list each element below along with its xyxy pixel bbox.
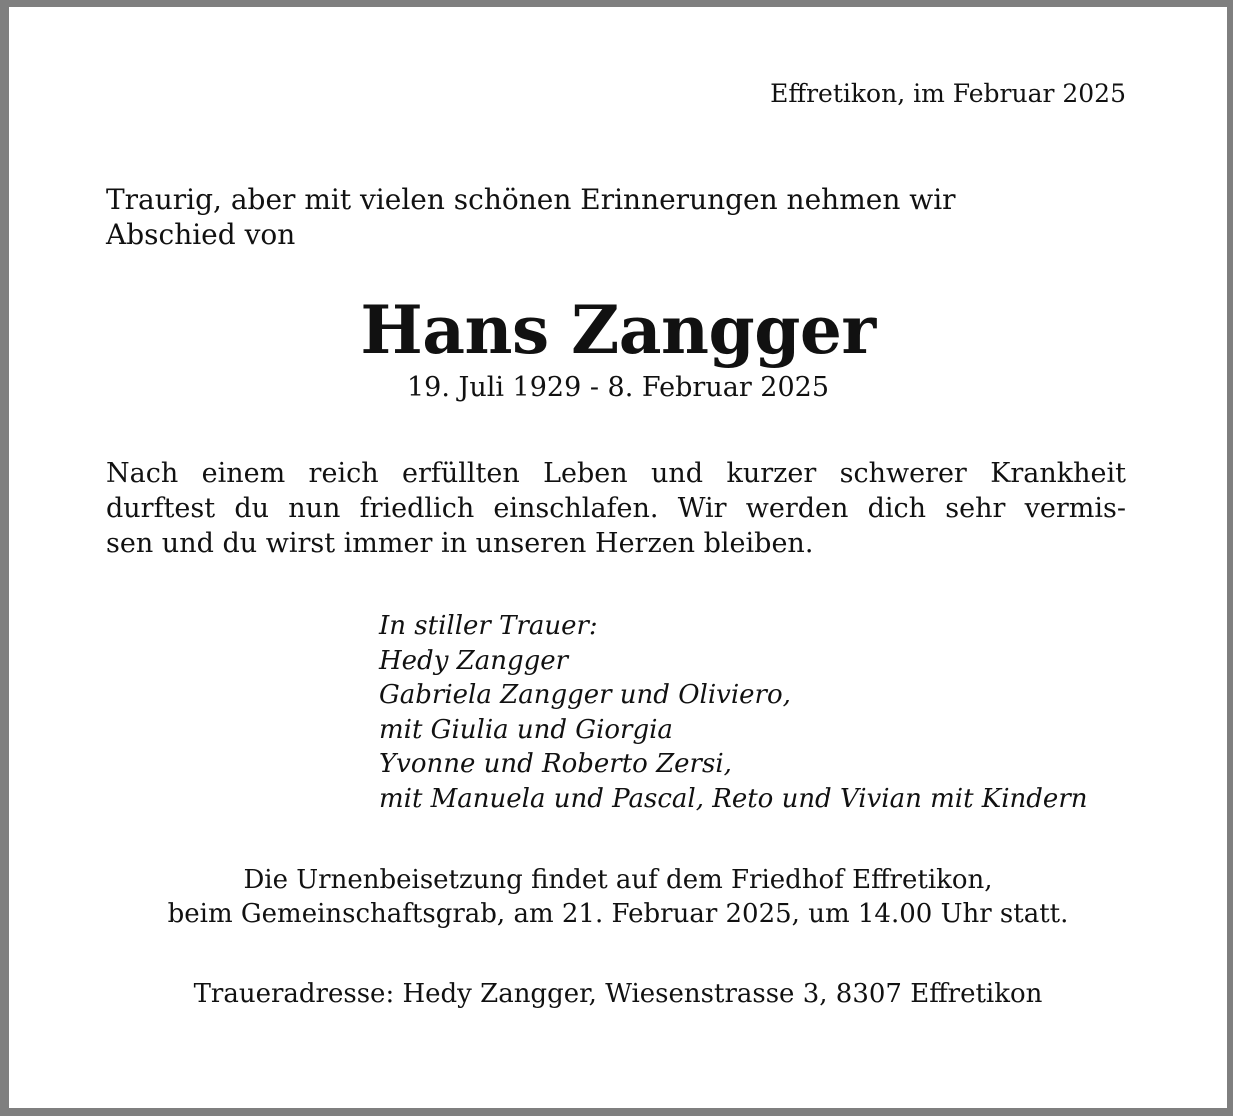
deceased-name: Hans Zangger <box>360 291 876 369</box>
mourners-heading: In stiller Trauer: <box>379 611 598 641</box>
mourners-list <box>379 609 1088 816</box>
message-line: Nach einem reich erfüllten Leben und kurzer schwerer Krankheit <box>106 458 1126 489</box>
ceremony-line: beim Gemeinschaftsgrab, am 21. Februar 2025, um 14.00 Uhr statt. <box>167 899 1069 929</box>
mourner-line: Hedy Zangger <box>379 645 569 676</box>
mourner-line: mit Manuela und Pascal, Reto und Vivian mit Kindern <box>379 783 1088 814</box>
ceremony-line: Die Urnenbeisetzung findet auf dem Friedhof Effretikon, <box>243 865 993 895</box>
mourner-line: Gabriela Zangger und Oliviero, <box>379 680 791 710</box>
obituary-notice <box>9 7 1227 1108</box>
message-line: sen und du wirst immer in unseren Herzen bleiben. <box>106 528 814 559</box>
intro-line: Abschied von <box>106 218 296 251</box>
message-line: durftest du nun friedlich einschlafen. Wir werden dich sehr vermis- <box>106 493 1126 524</box>
mourning-address: Traueradresse: Hedy Zangger, Wiesenstrasse 3, 8307 Effretikon <box>193 979 1043 1009</box>
farewell-message <box>106 456 1126 561</box>
intro-text <box>106 182 1026 252</box>
life-dates: 19. Juli 1929 - 8. Februar 2025 <box>406 372 830 403</box>
intro-line: Traurig, aber mit vielen schönen Erinnerungen nehmen wir <box>106 183 956 216</box>
mourner-line: Yvonne und Roberto Zersi, <box>379 749 732 779</box>
ceremony-info <box>9 863 1227 931</box>
mourner-line: mit Giulia und Giorgia <box>379 714 673 745</box>
place-date: Effretikon, im Februar 2025 <box>770 79 1126 108</box>
